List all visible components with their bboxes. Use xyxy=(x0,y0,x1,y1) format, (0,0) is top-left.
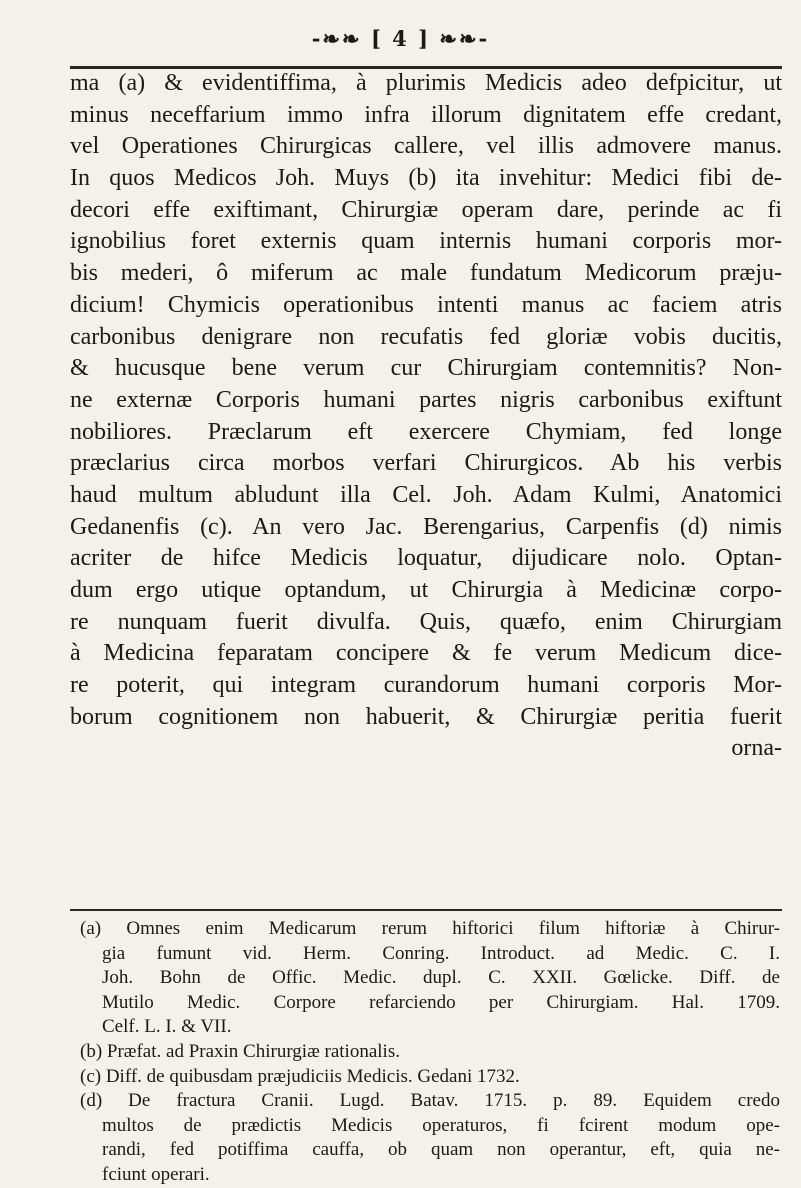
text-line: Gedanenfis (c). An vero Jac. Berengarius, Carpenfis (d) nimis xyxy=(70,513,782,540)
footnotes xyxy=(80,917,780,1188)
text-line: borum cognitionem non habuerit, & Chirurgiæ peritia fuerit xyxy=(70,703,782,730)
text-line: bis mederi, ô miferum ac male fundatum Medicorum præju- xyxy=(70,260,782,287)
text-line: dum ergo utique optandum, ut Chirurgia à Medicinæ corpo- xyxy=(70,577,782,603)
text-line: acriter de hifce Medicis loquatur, dijudicare nolo. Optan- xyxy=(70,545,782,572)
page-number: [ 4 ] xyxy=(370,26,431,51)
text-line: à Medicina feparatam concipere & fe verum Medicum dice- xyxy=(70,640,782,667)
text-line: vel Operationes Chirurgicas callere, vel illis admovere manus. xyxy=(70,133,782,160)
text-line: re poterit, qui integram curandorum humani corporis Mor- xyxy=(70,672,782,699)
footnote-line: Joh. Bohn de Offic. Medic. dupl. C. XXII. Gœlicke. Diff. de xyxy=(102,967,780,989)
text-line: præclarius circa morbos verfari Chirurgicos. Ab his verbis xyxy=(70,450,782,477)
text-line: haud multum abludunt illa Cel. Joh. Adam Kulmi, Anatomici xyxy=(70,481,782,508)
footnote-line: multos de prædictis Medicis operaturos, fi fcirent modum ope- xyxy=(102,1114,780,1136)
text-line: ma (a) & evidentiffima, à plurimis Medicis adeo defpicitur, ut xyxy=(70,70,782,96)
text-line: re nunquam fuerit divulfa. Quis, quæfo, enim Chirurgiam xyxy=(70,608,782,635)
main-text xyxy=(70,68,782,765)
footnote-line: (d) De fractura Cranii. Lugd. Batav. 1715. p. 89. Equidem credo xyxy=(80,1090,780,1112)
right-ornament: ❧❧- xyxy=(439,26,490,51)
page-header xyxy=(0,26,801,51)
text-line: carbonibus denigrare non recufatis fed gloriæ vobis ducitis, xyxy=(70,323,782,350)
footnote-line: Mutilo Medic. Corpore refarciendo per Chirurgiam. Hal. 1709. xyxy=(102,991,780,1013)
left-ornament: -❧❧ xyxy=(311,26,362,51)
footnote-rule xyxy=(70,909,782,911)
text-line: decori effe exiftimant, Chirurgiæ operam dare, perinde ac fi xyxy=(70,196,782,223)
text-line: In quos Medicos Joh. Muys (b) ita invehitur: Medici fibi de- xyxy=(70,165,782,192)
text-line: dicium! Chymicis operationibus intenti manus ac faciem atris xyxy=(70,291,782,318)
text-line: minus neceffarium immo infra illorum dignitatem effe credant, xyxy=(70,101,782,128)
footnote-line: fciunt operari. xyxy=(102,1163,210,1185)
text-line: nobiliores. Præclarum eft exercere Chymiam, fed longe xyxy=(70,418,782,445)
footnote-line: (a) Omnes enim Medicarum rerum hiftorici filum hiftoriæ à Chirur- xyxy=(80,918,780,939)
footnote-line: (b) Præfat. ad Praxin Chirurgiæ rationalis. xyxy=(80,1040,400,1062)
footnote-line: Celf. L. I. & VII. xyxy=(102,1016,232,1038)
catchword: orna- xyxy=(731,735,782,762)
footnote-line: (c) Diff. de quibusdam præjudiciis Medicis. Gedani 1732. xyxy=(80,1065,520,1087)
text-line: ignobilius foret externis quam internis humani corporis mor- xyxy=(70,228,782,255)
text-line: & hucusque bene verum cur Chirurgiam contemnitis? Non- xyxy=(70,355,782,382)
text-line: ne externæ Corporis humani partes nigris carbonibus exiftunt xyxy=(70,386,782,413)
footnote-line: gia fumunt vid. Herm. Conring. Introduct. ad Medic. C. I. xyxy=(102,942,780,964)
footnote-line: randi, fed potiffima cauffa, ob quam non operantur, eft, quia ne- xyxy=(102,1139,780,1161)
